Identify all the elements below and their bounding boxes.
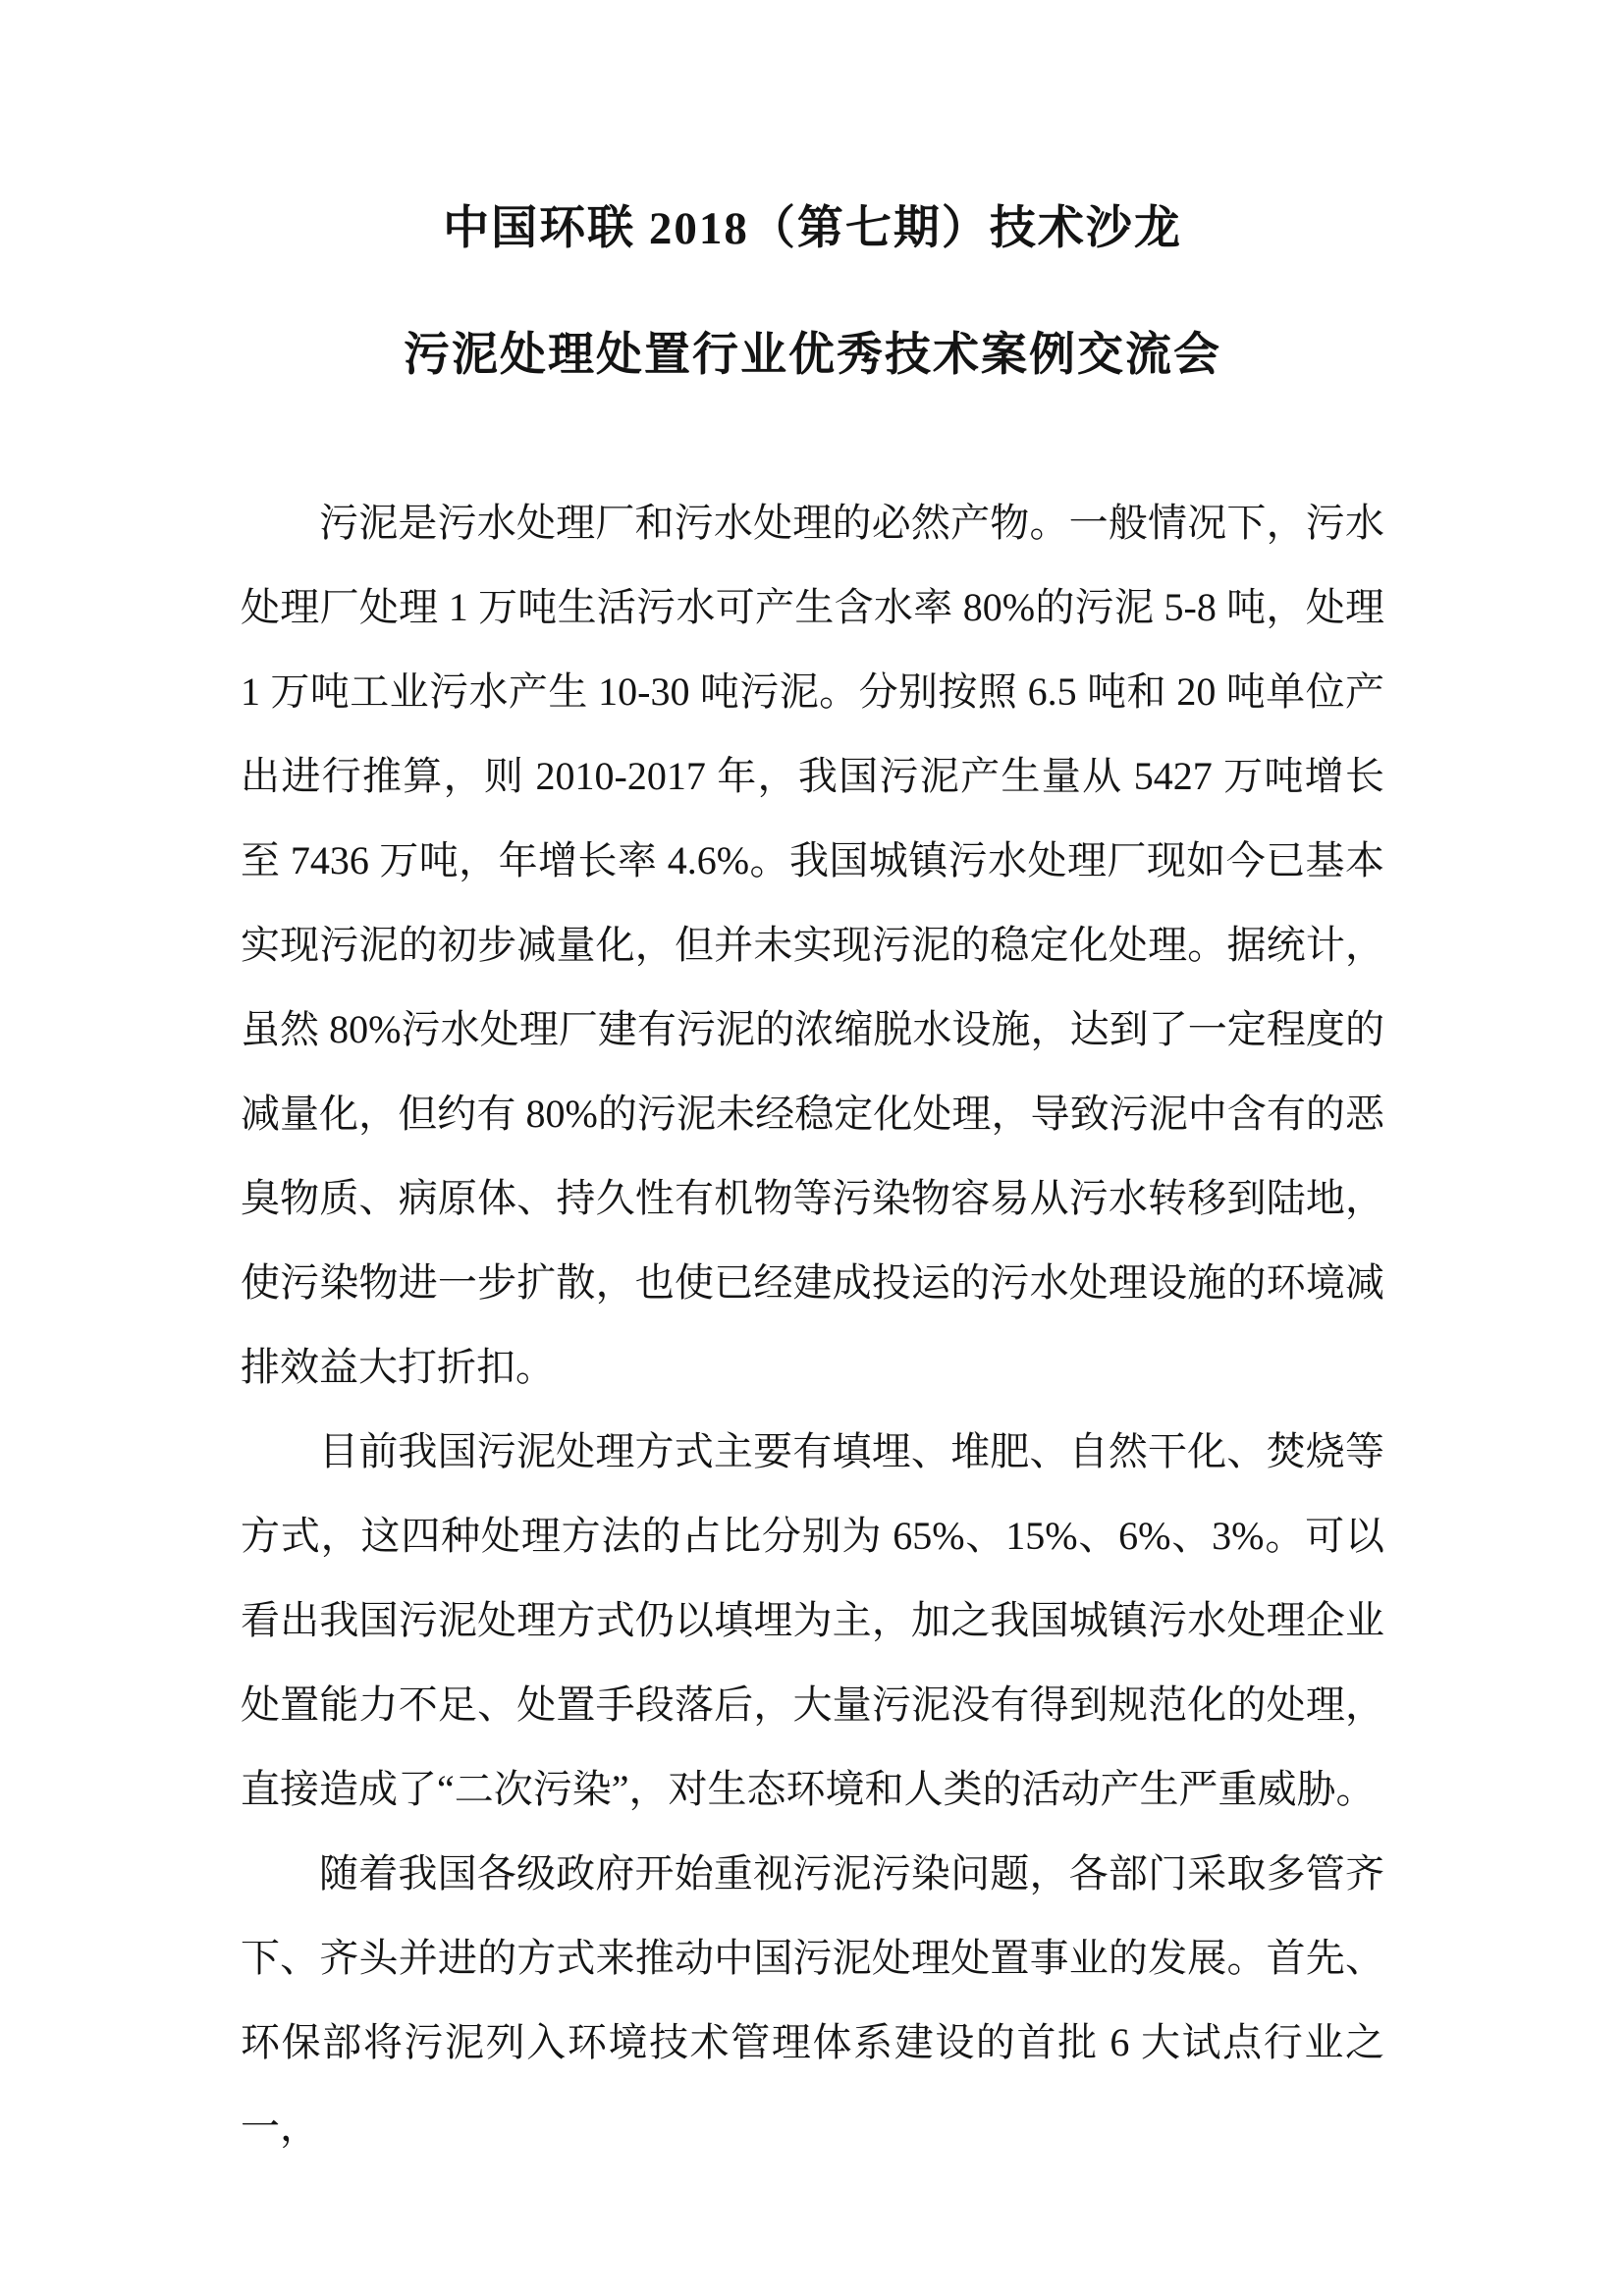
body-paragraph-1: 污泥是污水处理厂和污水处理的必然产物。一般情况下，污水处理厂处理 1 万吨生活污水可产生含水率 80%的污泥 5-8 吨，处理 1 万吨工业污水产生 10-30 吨污泥。分别按照 6.5 吨和 20 吨单位产出进行推算，则 2010-2017 年，我国污泥产生量从 5427 万吨增长至 7436 万吨，年增长率 4.6%。我国城镇污水处理厂现如今已基本实现污泥的初步减量化，但并未实现污泥的稳定化处理。据统计，虽然 80%污水处理厂建有污泥的浓缩脱水设施，达到了一定程度的减量化，但约有 80%的污泥未经稳定化处理，导致污泥中含有的恶臭物质、病原体、持久性有机物等污染物容易从污水转移到陆地，使污染物进一步扩散，也使已经建成投运的污水处理设施的环境减排效益大打折扣。 [241,501,1384,1389]
body-paragraph-3: 随着我国各级政府开始重视污泥污染问题，各部门采取多管齐下、齐头并进的方式来推动中国污泥处理处置事业的发展。首先、环保部将污泥列入环境技术管理体系建设的首批 6 大试点行业之一， [241,1851,1384,2149]
document-title-line2: 污泥处理处置行业优秀技术案例交流会 [404,330,1221,381]
document-body [241,481,1384,2169]
document-title-line1: 中国环联 2018（第七期）技术沙龙 [443,203,1182,254]
body-paragraph-2: 目前我国污泥处理方式主要有填埋、堆肥、自然干化、焚烧等方式，这四种处理方法的占比分别为 65%、15%、6%、3%。可以看出我国污泥处理方式仍以填埋为主，加之我国城镇污水处理企业处置能力不足、处置手段落后，大量污泥没有得到规范化的处理，直接造成了“二次污染”，对生态环境和人类的活动产生严重威胁。 [241,1429,1384,1811]
